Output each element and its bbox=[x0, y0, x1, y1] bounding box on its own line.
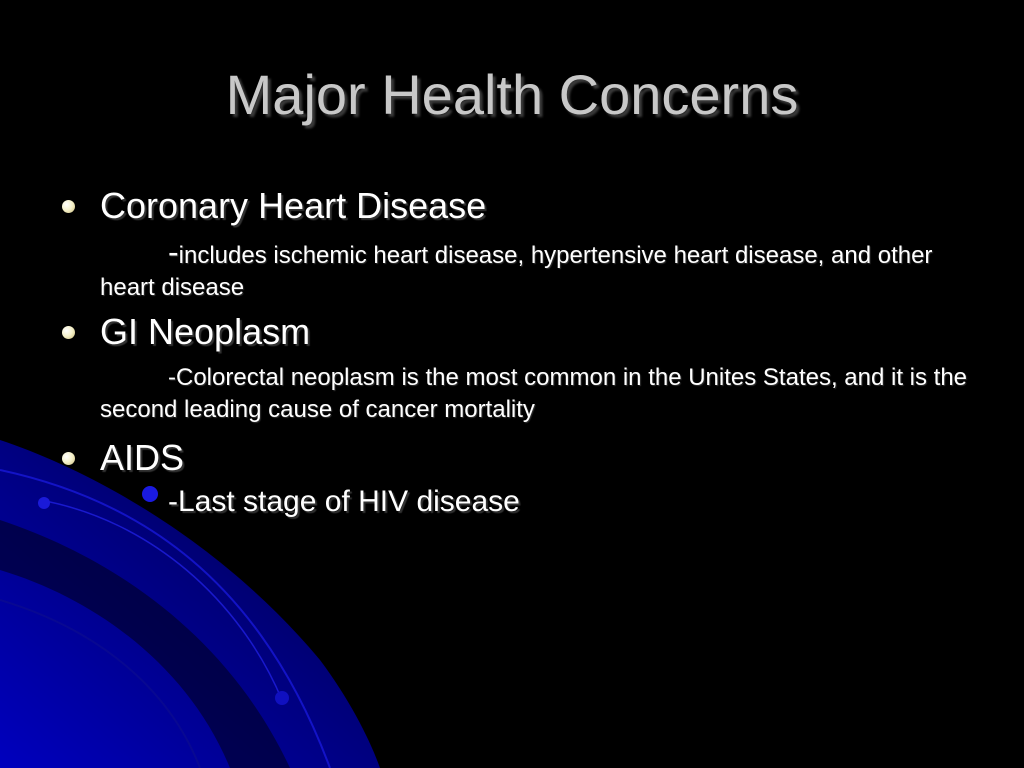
bullet-dot-icon bbox=[62, 326, 75, 339]
bullet-dot-icon bbox=[62, 200, 75, 213]
bullet-detail-aids bbox=[168, 484, 520, 520]
bullet-detail-coronary bbox=[100, 236, 980, 304]
detail-text: -Colorectal neoplasm is the most common in the Unites States, and it is the second leading cause of cancer mortality bbox=[100, 364, 968, 423]
bullet-dot-icon bbox=[62, 452, 75, 465]
bullet-label: GI Neoplasm bbox=[100, 311, 311, 352]
detail-dash: - bbox=[168, 234, 179, 270]
bullet-label: AIDS bbox=[100, 437, 185, 478]
bullet-detail-gi-neoplasm bbox=[100, 362, 980, 426]
orb-dot-1 bbox=[38, 497, 50, 509]
slide-title: Major Health Concerns bbox=[225, 63, 799, 126]
bullet-label: Coronary Heart Disease bbox=[100, 185, 487, 226]
orb-dot-3 bbox=[275, 691, 289, 705]
detail-dash: - bbox=[168, 485, 178, 518]
detail-text: includes ischemic heart disease, hypertensive heart disease, and other heart disease bbox=[100, 242, 933, 301]
detail-text: Last stage of HIV disease bbox=[178, 485, 520, 518]
orb-dot-2 bbox=[142, 486, 158, 502]
